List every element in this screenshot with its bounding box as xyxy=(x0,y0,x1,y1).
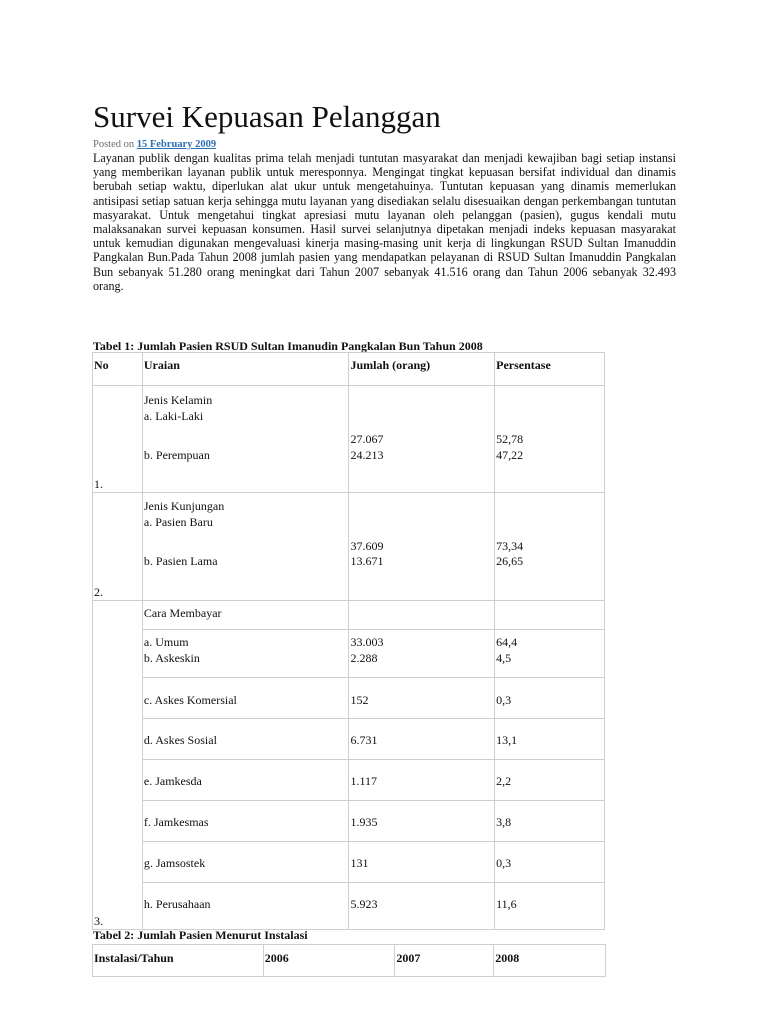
row-uraian xyxy=(142,678,349,719)
row-persen xyxy=(495,760,605,801)
item-persen: 73,34 xyxy=(496,539,524,553)
item-jumlah: 13.671 xyxy=(350,554,384,568)
row-jumlah xyxy=(349,630,495,678)
table1-caption: Tabel 1: Jumlah Pasien RSUD Sultan Imanudin Pangkalan Bun Tahun 2008 xyxy=(93,339,483,353)
row-persen xyxy=(495,493,605,601)
header-no: No xyxy=(93,353,143,386)
row-jumlah xyxy=(349,678,495,719)
item-label: g. Jamsostek xyxy=(143,856,206,870)
row-persen xyxy=(495,842,605,883)
item-label: a. Laki-Laki xyxy=(143,409,204,423)
group-heading: Jenis Kelamin xyxy=(143,393,213,407)
item-persen: 3,8 xyxy=(496,815,512,829)
item-persen: 47,22 xyxy=(496,448,524,462)
row-persen xyxy=(495,386,605,493)
item-label: e. Jamkesda xyxy=(143,774,202,788)
table-row xyxy=(93,678,605,719)
item-persen: 0,3 xyxy=(496,856,512,870)
table-row xyxy=(93,493,605,601)
row-uraian xyxy=(142,493,349,601)
row-jumlah xyxy=(349,842,495,883)
item-persen: 64,4 xyxy=(496,635,518,649)
item-persen: 13,1 xyxy=(496,733,518,747)
row-uraian xyxy=(142,630,349,678)
item-jumlah: 33.003 xyxy=(350,635,384,649)
row-persen xyxy=(495,630,605,678)
table1 xyxy=(92,352,605,930)
table-row xyxy=(93,842,605,883)
header-2007: 2007 xyxy=(395,945,494,977)
item-persen: 26,65 xyxy=(496,554,524,568)
table2-header-row xyxy=(93,945,606,977)
item-persen: 52,78 xyxy=(496,432,524,446)
item-jumlah: 24.213 xyxy=(350,448,384,462)
row-uraian xyxy=(142,386,349,493)
row-uraian xyxy=(142,760,349,801)
table-row xyxy=(93,630,605,678)
row-persen xyxy=(495,601,605,630)
post-meta xyxy=(93,138,216,151)
row-uraian xyxy=(142,883,349,930)
item-label: d. Askes Sosial xyxy=(143,733,217,747)
item-jumlah: 6.731 xyxy=(350,733,378,747)
row-persen xyxy=(495,719,605,760)
row-jumlah xyxy=(349,493,495,601)
page-title: Survei Kepuasan Pelanggan xyxy=(93,99,441,134)
posted-date-link[interactable]: 15 February 2009 xyxy=(136,139,217,150)
header-jumlah: Jumlah (orang) xyxy=(349,353,495,386)
header-2006: 2006 xyxy=(263,945,395,977)
table2-caption: Tabel 2: Jumlah Pasien Menurut Instalasi xyxy=(93,928,308,942)
item-jumlah: 2.288 xyxy=(350,651,378,665)
row-jumlah xyxy=(349,719,495,760)
group-heading: Jenis Kunjungan xyxy=(143,499,225,513)
row-jumlah xyxy=(349,601,495,630)
row-persen xyxy=(495,801,605,842)
item-label: c. Askes Komersial xyxy=(143,693,237,707)
row-no xyxy=(93,601,143,930)
article-paragraph: Layanan publik dengan kualitas prima telah menjadi tuntutan masyarakat dan menjadi kewajiban bagi setiap instansi yang memberikan layanan publik untuk meresponnya. Mengingat tingkat kepuasan bersifat individual dan dinamis berubah setiap waktu, diperlukan alat ukur untuk mengetahuinya. Tuntutan kepuasan yang dinamis memerlukan antisipasi setiap satuan kerja sehingga mutu layanan yang disediakan selalu disesuaikan dengan perkembangan tuntutan masyarakat. Untuk mengetahui tingkat apresiasi mutu layanan oleh pelanggan (pasien), gugus kendali mutu malaksanakan survei kepuasan konsumen. Hasil survei selanjutnya dipetakan menjadi indeks kepuasan masyarakat untuk kemudian digunakan mengevaluasi kinerja masing-masing unit kerja di lingkungan RSUD Sultan Imanuddin Pangkalan Bun.Pada Tahun 2008 jumlah pasien yang mendapatkan pelayanan di RSUD Sultan Imanuddin Pangkalan Bun sebanyak 51.280 orang meningkat dari Tahun 2007 sebanyak 41.516 orang dan Tahun 2006 sebanyak 32.493 orang. xyxy=(93,151,676,293)
posted-label: Posted on xyxy=(93,139,135,150)
item-jumlah: 1.117 xyxy=(350,774,377,788)
item-persen: 4,5 xyxy=(496,651,512,665)
row-persen xyxy=(495,883,605,930)
table-row xyxy=(93,601,605,630)
table2 xyxy=(92,944,606,977)
item-persen: 11,6 xyxy=(496,897,517,911)
table-row xyxy=(93,883,605,930)
item-jumlah: 131 xyxy=(350,856,369,870)
item-label: f. Jamkesmas xyxy=(143,815,209,829)
item-label: a. Umum xyxy=(143,635,189,649)
header-persentase: Persentase xyxy=(495,353,605,386)
row-uraian xyxy=(142,801,349,842)
row-no xyxy=(93,386,143,493)
item-label: b. Perempuan xyxy=(143,448,210,462)
row-no xyxy=(93,493,143,601)
group-heading: Cara Membayar xyxy=(142,601,349,630)
table-row xyxy=(93,386,605,493)
row-no-label: 2. xyxy=(94,585,103,599)
table-row xyxy=(93,760,605,801)
item-jumlah: 27.067 xyxy=(350,432,384,446)
item-label: h. Perusahaan xyxy=(143,897,211,911)
row-no-label: 1. xyxy=(94,477,103,491)
item-jumlah: 152 xyxy=(350,693,369,707)
table1-header-row xyxy=(93,353,605,386)
item-jumlah: 5.923 xyxy=(350,897,378,911)
header-instalasi: Instalasi/Tahun xyxy=(93,945,264,977)
row-jumlah xyxy=(349,760,495,801)
item-persen: 0,3 xyxy=(496,693,512,707)
header-2008: 2008 xyxy=(494,945,606,977)
row-uraian xyxy=(142,719,349,760)
item-persen: 2,2 xyxy=(496,774,512,788)
row-uraian xyxy=(142,842,349,883)
item-label: b. Askeskin xyxy=(143,651,200,665)
item-jumlah: 37.609 xyxy=(350,539,384,553)
item-label: a. Pasien Baru xyxy=(143,515,213,529)
table-row xyxy=(93,719,605,760)
table-row xyxy=(93,801,605,842)
row-no-label: 3. xyxy=(94,914,103,928)
row-jumlah xyxy=(349,801,495,842)
row-persen xyxy=(495,678,605,719)
row-jumlah xyxy=(349,883,495,930)
item-label: b. Pasien Lama xyxy=(143,554,218,568)
header-uraian: Uraian xyxy=(142,353,349,386)
row-jumlah xyxy=(349,386,495,493)
item-jumlah: 1.935 xyxy=(350,815,378,829)
